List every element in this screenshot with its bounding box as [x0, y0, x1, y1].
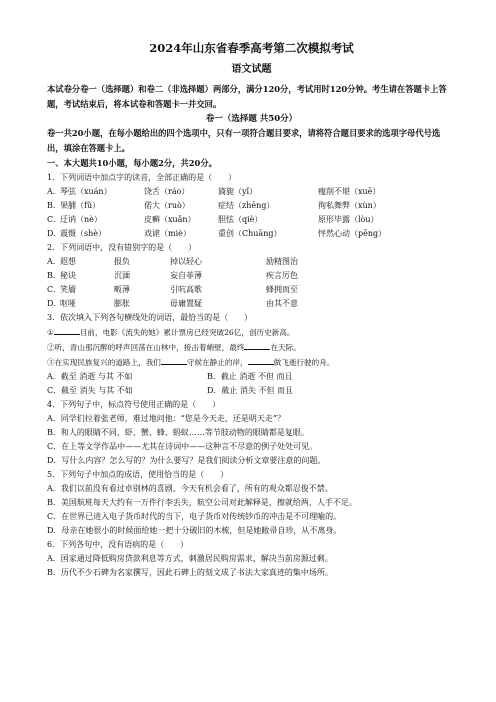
- question-6-stem: 6．下列各句中，没有语病的是（ ）: [47, 540, 189, 549]
- question-3-options-cd: [47, 384, 456, 398]
- question-4-option-b: B．和人的眼睛不同，虾、蟹、蜂、蚂蚁……等节肢动物的眼睛都是复眼。: [47, 428, 309, 437]
- question-3-option-b: B．截止 消逝 不但 而且: [207, 372, 293, 381]
- question-6-option-b: B．历代不少石碑为名家撰写，因此石碑上的刻文成了书法大家真迹的集中场所。: [47, 568, 333, 577]
- question-1-option-a: A． 琴弦（xuán） 饶舌（ráo） 旖旎（yǐ） 瘦削不堪（xuē）: [47, 187, 381, 196]
- question-1-option-b: B． 果脯（fǔ） 偌大（ruò） 症结（zhēng） 徇私舞弊（xùn）: [47, 201, 381, 210]
- question-5-option-b: B．美国航班每天大约有一万件行李丢失，航空公司对此解释是，擦就给两，人手不足。: [47, 498, 357, 507]
- question-3-option-c: C．截至 消失 与其 不如: [47, 386, 133, 395]
- question-2-option-a: A． 遐想 报负 掉以轻心 励精图治: [47, 257, 298, 266]
- question-3-options-ab: [47, 370, 456, 384]
- exam-intro: 本试卷分卷一（选择题）和卷二（非选择题）两部分，满分120分，考试用时120分钟。考生请在答题卡上答题，考试结束后，将本试卷和答题卡一并交回。: [47, 84, 447, 109]
- blank: [248, 355, 274, 365]
- question-5-option-a: A．我们以前没有看过卓别林的喜剧，今天有机会看了，所有的观众都忍俊不禁。: [47, 484, 333, 493]
- section1-heading: 卷一（选择题 共50分）: [205, 114, 298, 124]
- exam-subtitle: 语文试题: [231, 64, 272, 75]
- blank: [161, 355, 187, 365]
- question-5-stem: 5．下列句子中加点的成语，使用恰当的是（ ）: [47, 470, 229, 479]
- question-4-option-a: A．同学们拉着张老师，难过地问他：“您是今天走，还是明天走”？: [47, 414, 285, 423]
- question-3-sentence-3: ③在实现民族复兴的道路上，我们 守候在静止的岸， 做飞逝行驶的舟。: [47, 355, 456, 370]
- blank: [54, 325, 80, 335]
- question-3-stem: 3．依次填入下列各句横线处的词语，最恰当的是（ ）: [47, 313, 253, 322]
- question-1-stem: 1．下列词语中加点字的读音，全部正确的是（ ）: [47, 173, 237, 182]
- exam-title: 2024年山东省春季高考第二次模拟考试: [149, 41, 354, 55]
- question-3-option-a: A．截至 消逝 与其 不如: [47, 372, 133, 381]
- question-2-option-c: C． 笑靥 畈薄 引吭高歌 蜂拥而至: [47, 285, 298, 294]
- question-5-option-d: D．母亲在她很小的时候面给她一把十分破旧的木梳，但是她敝帚自珍，从不离身。: [47, 526, 342, 535]
- blank: [244, 340, 270, 350]
- question-2-option-b: B． 秘诀 沉湎 妄自菲薄 疾言厉色: [47, 271, 298, 280]
- question-1-option-d: D． 震慑（shè） 戏谑（miè） 重创（Chuāng） 怦然心动（pēng）: [47, 229, 387, 238]
- question-5-option-c: C．在世界已进入电子货币时代的当下，电子货币对传统钞币的冲击是不可理喻的。: [47, 512, 342, 521]
- question-3-sentence-2: ②听，青山那沉醉的呼声回荡在山林中，接击着峭壁，最终 在天际。: [47, 340, 456, 355]
- question-3-option-d: D．截止 消失 不但 而且: [207, 386, 294, 395]
- question-3-sentence-1: ① 目前，电影《流失的她》累计票房已经突破26亿，创历史新高。: [47, 325, 456, 340]
- question-4-stem: 4．下列句子中，标点符号使用正确的是（ ）: [47, 400, 221, 409]
- section1-instructions: 卷一共20小题，在每小题给出的四个选项中，只有一项符合题目要求，请将符合题目要求的选项字母代号选出，填涂在答题卡上。: [47, 128, 441, 153]
- question-2-option-d: D． 呕哑 膨胀 毋庸置疑 由其不意: [47, 299, 298, 308]
- question-4-option-d: D．写什么内容？怎么写的？为什么要写？是我们阅读分析文章要注意的问题。: [47, 456, 326, 465]
- question-1-option-c: C． 迂讷（nè） 皮癣（xuǎn） 胆怯（qiè） 原形毕露（lòu）: [47, 215, 379, 224]
- question-4-option-c: C．在上等文学作品中——尤其在诗词中——这种言不尽意的例子处处可见。: [47, 442, 318, 451]
- question-2-stem: 2．下列词语中，没有错别字的是（ ）: [47, 243, 197, 252]
- question-6-option-a: A．国家通过降低购房贷款利息等方式，刺激居民购房需求，解决当前房源过剩。: [47, 554, 333, 563]
- part1-heading: 一、本大题共10小题，每小题2分，共20分。: [47, 158, 217, 168]
